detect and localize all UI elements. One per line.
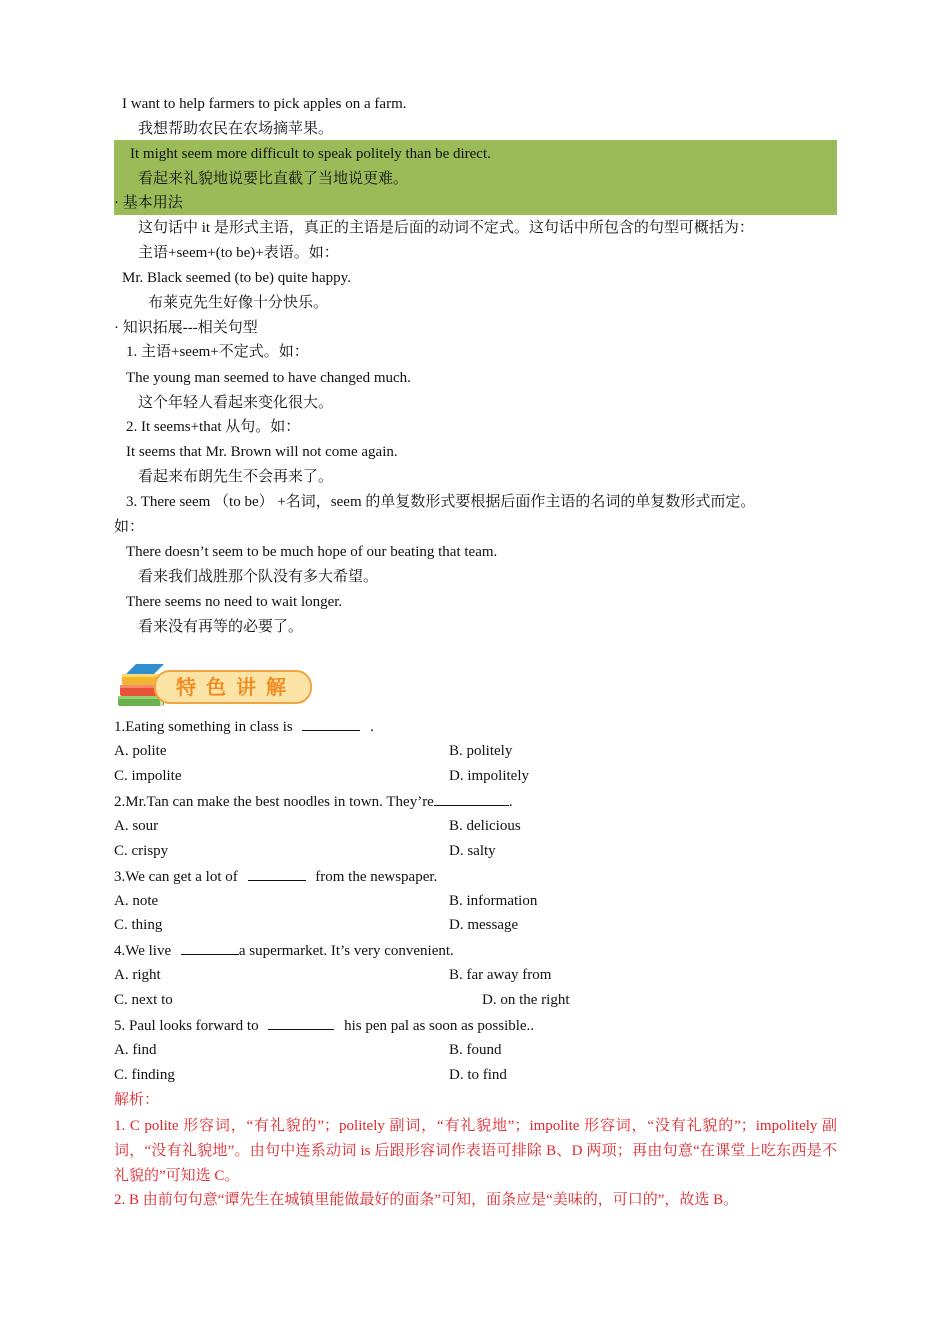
answer-blank <box>434 791 509 806</box>
option-c: C. impolite <box>114 768 182 784</box>
pattern-3: 3. There seem （to be） +名词，seem 的单复数形式要根据后面作主语的名词的单复数形式而定。 <box>126 494 756 510</box>
option-a: A. sour <box>114 818 159 834</box>
analysis-answer-1: 1. C polite 形容词，“有礼貌的”；politely 副词，“有礼貌地”；impolite 形容词，“没有礼貌的”；impolitely 副词，“没有礼貌地”。由句中连系动词 is 后跟形容词作表语可排除 B、D 两项；再由句意“在课堂上吃东西是不礼貌的”可知选 C。 <box>114 1118 837 1184</box>
example-translation: 我想帮助农民在农场摘苹果。 <box>138 121 334 137</box>
option-a: A. polite <box>114 743 167 759</box>
answer-blank <box>302 716 360 731</box>
option-b: B. far away from <box>449 967 552 983</box>
question-2: 2.Mr.Tan can make the best noodles in town. They’re . <box>114 791 513 812</box>
pattern-3-translation-1: 看来我们战胜那个队没有多大希望。 <box>138 569 379 585</box>
option-a: A. right <box>114 967 161 983</box>
answer-blank <box>268 1015 334 1030</box>
key-sentence: It might seem more difficult to speak politely than be direct. <box>130 146 491 162</box>
option-c: C. thing <box>114 917 163 933</box>
question-3: 3.We can get a lot of from the newspaper. <box>114 866 437 887</box>
example-sentence: I want to help farmers to pick apples on a farm. <box>122 96 407 112</box>
feature-banner <box>114 662 314 710</box>
pattern-3-translation-2: 看来没有再等的必要了。 <box>138 619 304 635</box>
pattern-3-example-1: There doesn’t seem to be much hope of our beating that team. <box>126 544 498 560</box>
key-sentence-translation: 看起来礼貌地说要比直截了当地说更难。 <box>138 171 409 187</box>
question-5: 5. Paul looks forward to his pen pal as soon as possible.. <box>114 1015 534 1036</box>
option-b: B. information <box>449 893 538 909</box>
option-d: D. salty <box>449 843 496 859</box>
question-1: 1.Eating something in class is . <box>114 716 374 737</box>
option-d: D. on the right <box>482 992 570 1008</box>
option-c: C. crispy <box>114 843 169 859</box>
banner-title: 特色讲解 <box>154 670 312 704</box>
option-b: B. politely <box>449 743 513 759</box>
usage-example: Mr. Black seemed (to be) quite happy. <box>122 270 351 286</box>
question-4: 4.We live a supermarket. It’s very convenient. <box>114 940 454 961</box>
option-a: A. note <box>114 893 159 909</box>
usage-example-translation: 布莱克先生好像十分快乐。 <box>148 295 329 311</box>
pattern-3-cont: 如： <box>114 519 145 535</box>
analysis-answer-2: 2. B 由前句句意“谭先生在城镇里能做最好的面条”可知，面条应是“美味的，可口的”，故选 B。 <box>114 1192 739 1208</box>
pattern-3-example-2: There seems no need to wait longer. <box>126 594 343 610</box>
usage-text: 这句话中 it 是形式主语，真正的主语是后面的动词不定式。这句话中所包含的句型可概括为： <box>138 220 754 236</box>
analysis-heading: 解析： <box>114 1092 160 1108</box>
option-b: B. delicious <box>449 818 521 834</box>
option-a: A. find <box>114 1042 157 1058</box>
pattern-1-translation: 这个年轻人看起来变化很大。 <box>138 395 334 411</box>
option-c: C. finding <box>114 1067 175 1083</box>
section-heading-extension: · 知识拓展---相关句型 <box>114 320 258 336</box>
pattern-1-example: The young man seemed to have changed much. <box>126 370 411 386</box>
option-b: B. found <box>449 1042 502 1058</box>
option-c: C. next to <box>114 992 173 1008</box>
pattern-2-example: It seems that Mr. Brown will not come again. <box>126 444 398 460</box>
pattern-2-translation: 看起来布朗先生不会再来了。 <box>138 469 334 485</box>
option-d: D. to find <box>449 1067 507 1083</box>
option-d: D. impolitely <box>449 768 529 784</box>
option-d: D. message <box>449 917 519 933</box>
section-heading-usage: · 基本用法 <box>114 195 183 211</box>
pattern-1: 1. 主语+seem+不定式。如： <box>126 344 309 360</box>
pattern-2: 2. It seems+that 从句。如： <box>126 419 301 435</box>
usage-pattern: 主语+seem+(to be)+表语。如： <box>138 245 339 261</box>
answer-blank <box>248 866 306 881</box>
answer-blank <box>181 940 239 955</box>
